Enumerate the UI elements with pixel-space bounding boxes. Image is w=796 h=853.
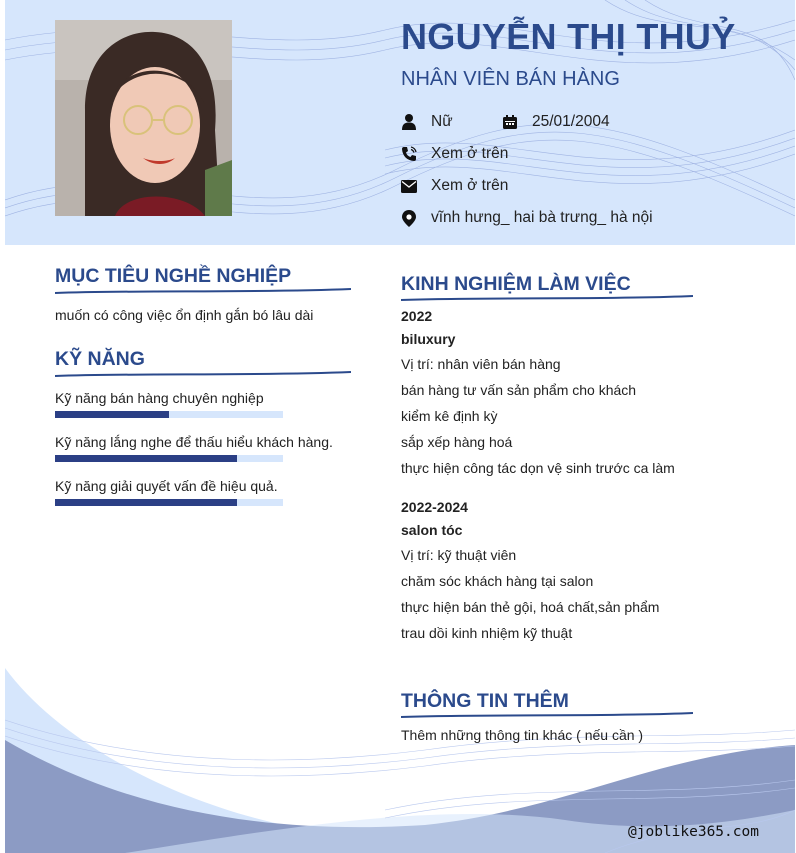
objective-text: muốn có công việc ổn định gắn bó lâu dài [55,307,314,323]
gender-value: Nữ [431,113,453,130]
experience-heading: KINH NGHIỆM LÀM VIỆC [401,273,631,295]
job-detail: Vị trí: kỹ thuật viên [401,547,517,563]
additional-text: Thêm những thông tin khác ( nếu cần ) [401,727,644,743]
calendar-icon [502,114,518,130]
birthdate-value: 25/01/2004 [532,113,610,130]
phone-value: Xem ở trên [431,145,509,162]
job-detail: thực hiện công tác dọn vệ sinh trước ca làm [401,460,675,476]
address-row [401,206,653,230]
phone-icon [401,146,417,162]
gender-row [401,110,453,134]
job-period: 2022 [401,308,433,324]
job-detail: bán hàng tư vấn sản phẩm cho khách [401,382,637,398]
cv-page [5,0,795,853]
watermark: @joblike365.com [628,824,759,840]
skill-bar [55,455,283,462]
objective-underline [55,287,351,297]
skill-bar-fill [55,499,237,506]
skill-label: Kỹ năng bán hàng chuyên nghiệp [55,390,264,406]
envelope-icon [401,178,417,194]
job-detail: trau dồi kinh nhiệm kỹ thuật [401,625,573,641]
address-value: vĩnh hưng_ hai bà trưng_ hà nội [431,209,653,226]
email-row [401,174,508,198]
skills-heading: KỸ NĂNG [55,348,145,370]
job-title: NHÂN VIÊN BÁN HÀNG [401,68,620,90]
candidate-name: NGUYỄN THỊ THUỶ [401,16,736,57]
birthdate-row [502,110,610,134]
experience-underline [401,294,693,304]
job-detail: chăm sóc khách hàng tại salon [401,573,594,589]
job-period: 2022-2024 [401,499,468,515]
skill-label: Kỹ năng lắng nghe để thấu hiểu khách hàng. [55,434,333,450]
job-company: biluxury [401,331,456,347]
phone-row [401,142,508,166]
profile-photo [55,20,232,216]
skill-bar-fill [55,411,169,418]
skill-bar [55,411,283,418]
job-detail: Vị trí: nhân viên bán hàng [401,356,561,372]
additional-heading: THÔNG TIN THÊM [401,690,569,712]
job-detail: sắp xếp hàng hoá [401,434,513,450]
job-detail: thực hiện bán thẻ gội, hoá chất,sản phẩm [401,599,660,615]
skill-bar [55,499,283,506]
additional-underline [401,711,693,721]
user-icon [401,114,417,130]
email-value: Xem ở trên [431,177,509,194]
job-detail: kiểm kê định kỳ [401,408,498,424]
skill-label: Kỹ năng giải quyết vấn đề hiệu quả. [55,478,278,494]
job-company: salon tóc [401,522,463,538]
objective-heading: MỤC TIÊU NGHỀ NGHIỆP [55,265,292,287]
skill-bar-fill [55,455,237,462]
map-pin-icon [401,210,417,226]
skills-underline [55,370,351,380]
